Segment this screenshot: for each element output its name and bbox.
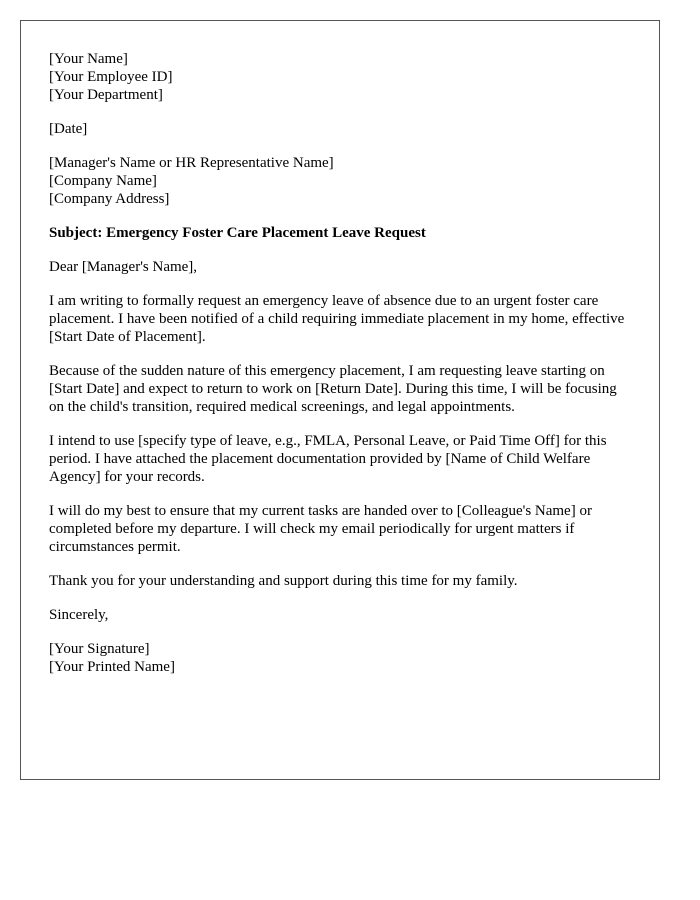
body-paragraph-5: Thank you for your understanding and support during this time for my family. (49, 573, 518, 589)
subject-line: Subject: Emergency Foster Care Placement Leave Request (49, 225, 426, 241)
signature-block (49, 640, 631, 676)
body-paragraph-4: I will do my best to ensure that my current tasks are handed over to [Colleague's Name] or completed before my departure. I will check my email periodically for urgent matters if circumstances permit. (49, 503, 592, 555)
body-paragraph-3: I intend to use [specify type of leave, e.g., FMLA, Personal Leave, or Paid Time Off] for this period. I have attached the placement documentation provided by [Name of Child Welfare Agency] for your records. (49, 433, 607, 485)
recipient-company: [Company Name] (49, 173, 157, 189)
sender-department: [Your Department] (49, 87, 163, 103)
sender-employee-id: [Your Employee ID] (49, 69, 173, 85)
recipient-block (49, 154, 631, 208)
date-block (49, 120, 631, 138)
body-paragraph-1: I am writing to formally request an emergency leave of absence due to an urgent foster care placement. I have been notified of a child requiring immediate placement in my home, effective [Start Date of Placement]. (49, 293, 625, 345)
printed-name: [Your Printed Name] (49, 659, 175, 675)
recipient-name: [Manager's Name or HR Representative Name] (49, 155, 334, 171)
letter-page (20, 20, 660, 780)
sender-block (49, 50, 631, 104)
recipient-address: [Company Address] (49, 191, 170, 207)
letter-date: [Date] (49, 121, 88, 137)
signature-placeholder: [Your Signature] (49, 641, 150, 657)
closing: Sincerely, (49, 607, 109, 623)
body-paragraph-2: Because of the sudden nature of this emergency placement, I am requesting leave starting on [Start Date] and expect to return to work on [Return Date]. During this time, I will be focusing on the child's transition, required medical screenings, and legal appointments. (49, 363, 617, 415)
salutation: Dear [Manager's Name], (49, 259, 198, 275)
sender-name: [Your Name] (49, 51, 128, 67)
